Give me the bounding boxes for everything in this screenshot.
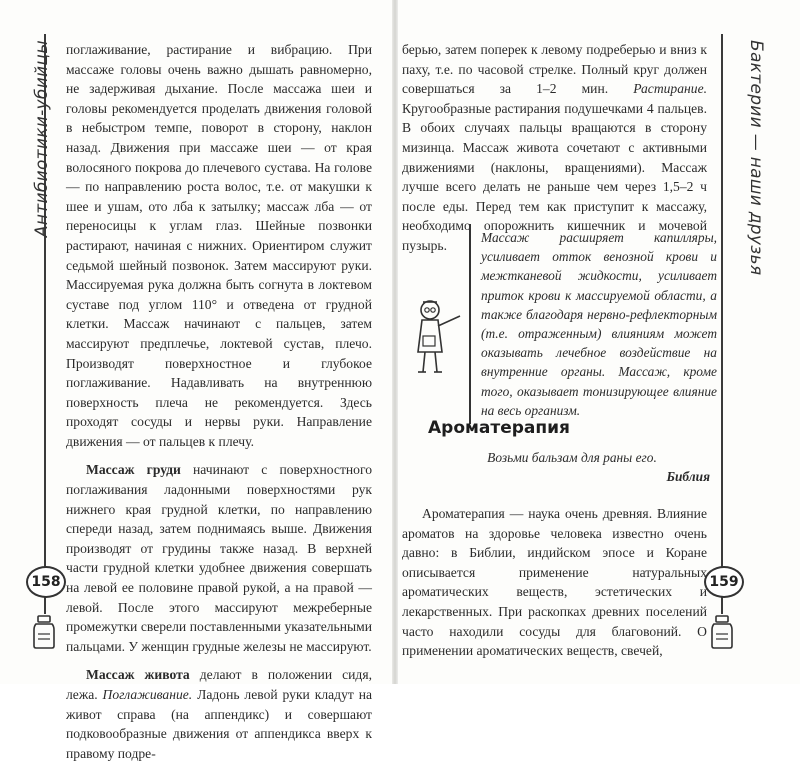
left-page	[0, 0, 394, 761]
paragraph-italic: Растирание.	[633, 81, 707, 97]
jar-icon	[708, 614, 736, 650]
epigraph	[434, 448, 710, 486]
left-body-text	[66, 40, 372, 763]
epigraph-text: Возьми бальзам для раны его.	[487, 450, 657, 465]
epigraph-source: Библия	[666, 469, 710, 484]
paragraph: Ароматерапия — наука очень древняя. Влияние ароматов на здоровье человека известно очень давно: в Библии, индийском эпосе и Коране описывается применение натуральных ароматических веществ, эстетических и лекарственных. При раскопках древних поселений часто находили сосуды для благовоний. О применении ароматических веществ, свечей,	[402, 506, 707, 659]
paragraph-lead: Массаж живота	[86, 667, 190, 683]
paragraph-body: начинают с поверхностного поглаживания ладонными поверхностями рук нижнего края грудной клетки, по направлению спереди назад, затем поднимаясь выше. Движения производят от грудины также назад. В верхней части грудной клетки удобнее движения совершать на левой ее половине правой рукой, а на правой — левой. После этого массируют межреберные промежутки сверели поставленными указательными пальцами. У женщин грудные железы не массируют.	[66, 462, 372, 654]
right-page	[394, 0, 800, 684]
paragraph-body: Кругообразные растирания подушечками 4 пальцев. В обоих случаях пальцы вращаются в сторону мизинца. Массаж живота сочетают с активными движениями (наклоны, вращениями). Массаж лучше всего делать не раньше чем через 1,5–2 ч после еды. Перед тем как приступит к массажу, необходимо опорожнить кишечник и мочевой пузырь.	[402, 100, 707, 253]
section-heading: Ароматерапия	[428, 418, 570, 438]
right-running-title: Бактерии — наши друзья	[746, 40, 766, 276]
jar-icon	[30, 614, 58, 650]
right-margin-line	[721, 34, 723, 614]
paragraph	[66, 460, 372, 656]
paragraph-body: берью, затем поперек к левому подреберью и вниз к паху, т.е. по часовой стрелке. Полный круг должен совершаться за 1–2 мин.	[402, 42, 707, 97]
right-page-number: 159	[704, 566, 744, 598]
left-page-number: 158	[26, 566, 66, 598]
callout-box: Массаж расширяет капилляры, усиливает отток венозной крови и межтканевой жидкости, усиливает приток крови к массируемой области, а также благодаря нервно-рефлекторным (т.е. отраженным) влияниям может оказывать лечебное воздействие на внутренние органы. Массаж, кроме того, оказывает тонизирующее влияние на весь организм.	[469, 224, 717, 424]
paragraph: поглаживание, растирание и вибрацию. При массаже головы очень важно дышать равномерно, не задерживая дыхание. После массажа шеи и головы рекомендуется проделать движения головой в небыстром темпе, поворот в сторону, наклон назад. Движения при массаже шеи — от края волосяного покрова до плечевого сустава. На голове — по направлению роста волос, т.е. от макушки к шее и ушам, ото лба к затылку; массаж лба — от переносицы к углам глаз. Шейные позвонки растирают, начиная с нижних. Ориентиром служит седьмой шейный позвонок. Затем массируют руки. Массируемая рука должна быть согнута в локтевом суставе под углом 110° и отведена от грудной клетки. Массаж начинают с пальцев, затем массируют предплечье, локтевой сустав, плечо. Производят поверхностное и глубокое поглаживание. Надавливать на внутреннюю поверхность плеча не рекомендуется. Здесь проходят сосуды и нервы руки. Направление движения — от пальцев к плечу.	[66, 42, 372, 449]
paragraph-body: Ладонь левой руки кладут на живот справа (на аппендикс) и совершают подковообразные движения от аппендикса вверх к правому подре-	[66, 687, 373, 761]
paragraph-italic: Поглаживание.	[102, 687, 193, 702]
doctor-figure-icon	[410, 296, 466, 376]
paragraph-body: делают в положении сидя, лежа.	[66, 667, 372, 702]
paragraph	[66, 665, 372, 763]
left-running-title: Антибиотики-убийцы	[32, 40, 52, 238]
paragraph-lead: Массаж груди	[86, 462, 181, 478]
right-body-text-2	[402, 504, 707, 661]
